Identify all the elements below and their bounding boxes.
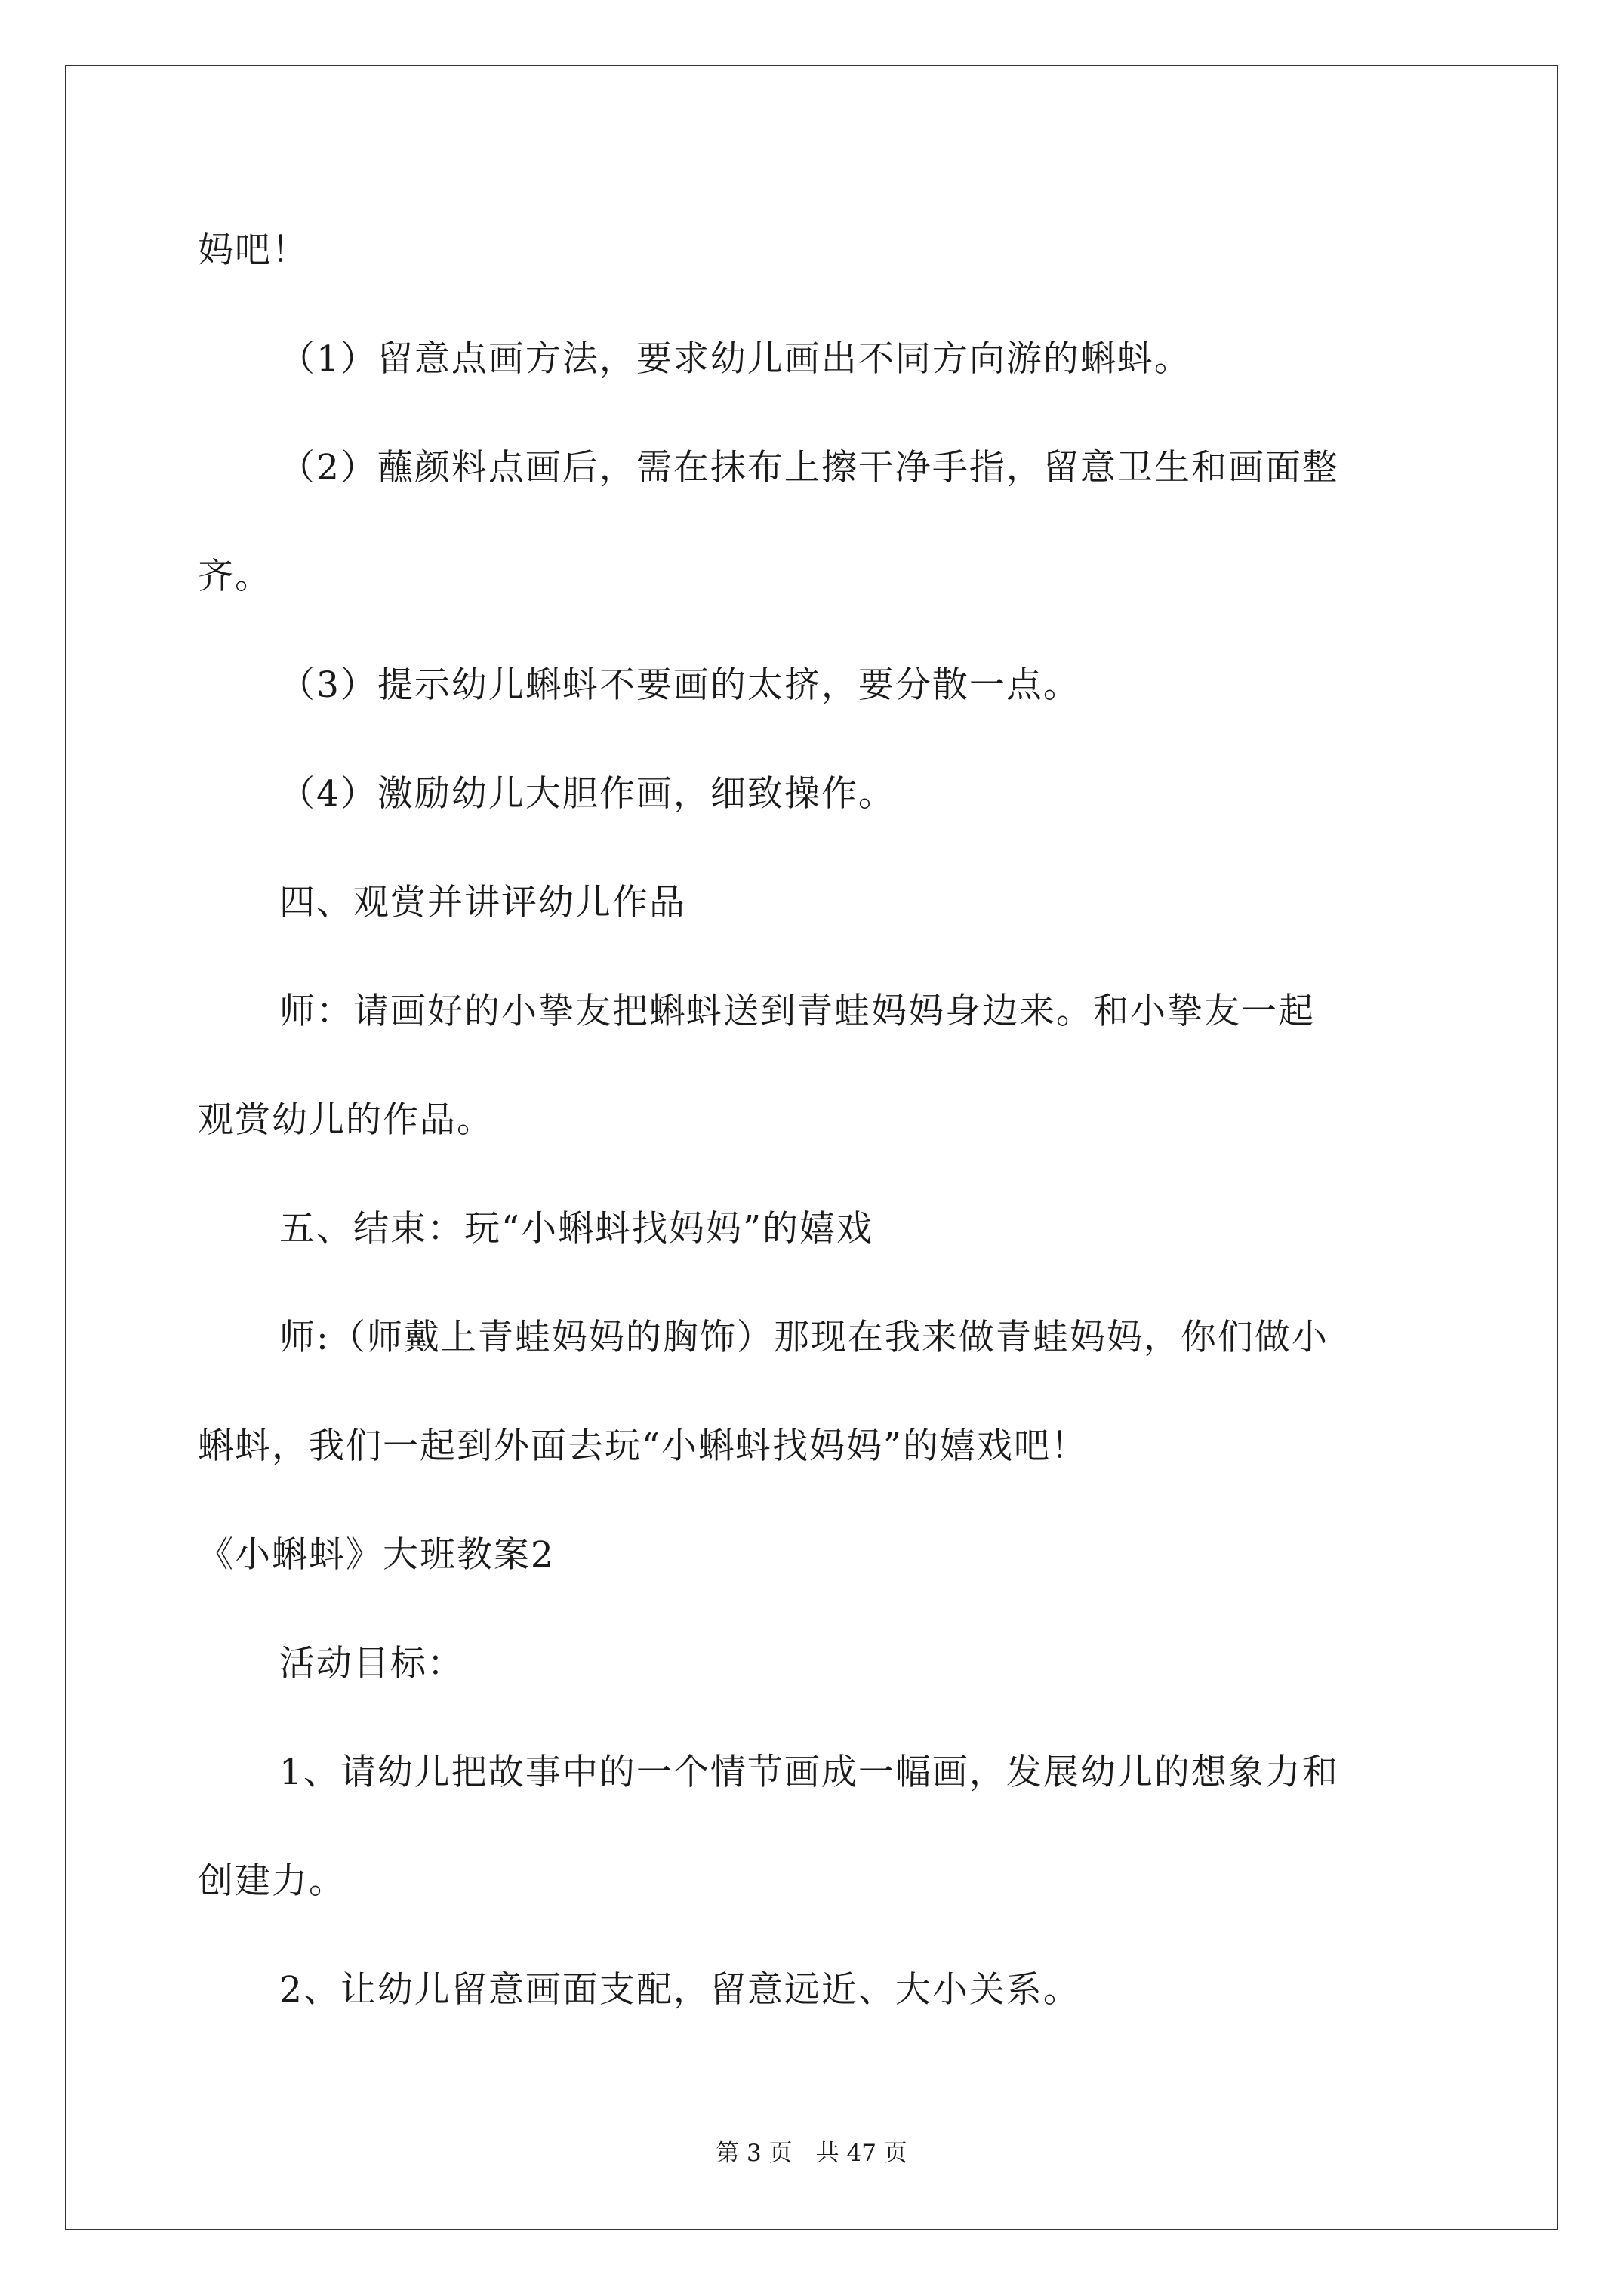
text-line: 观赏幼儿的作品。 xyxy=(198,1099,494,1141)
section-heading: 五、结束：玩“小蝌蚪找妈妈”的嬉戏 xyxy=(279,1208,874,1250)
text-line: （4）激励幼儿大胆作画，细致操作。 xyxy=(279,773,895,815)
document-title: 《小蝌蚪》大班教案2 xyxy=(198,1534,555,1576)
text-line: 创建力。 xyxy=(198,1860,346,1902)
text-line: （2）蘸颜料点画后，需在抹布上擦干净手指，留意卫生和画面整 xyxy=(279,447,1339,488)
text-line: 齐。 xyxy=(198,556,272,597)
text-line: 1、请幼儿把故事中的一个情节画成一幅画，发展幼儿的想象力和 xyxy=(279,1752,1339,1793)
page-number-footer: 第 3 页 共 47 页 xyxy=(716,2140,907,2167)
page-border xyxy=(65,65,1558,2230)
text-line: 师:（师戴上青蛙妈妈的胸饰）那现在我来做青蛙妈妈，你们做小 xyxy=(279,1317,1329,1358)
text-line: 妈吧！ xyxy=(198,230,309,271)
section-heading: 四、观赏并讲评幼儿作品 xyxy=(279,882,686,923)
text-line: （1）留意点画方法，要求幼儿画出不同方向游的蝌蚪。 xyxy=(279,338,1191,380)
text-line: 蝌蚪，我们一起到外面去玩“小蝌蚪找妈妈”的嬉戏吧！ xyxy=(198,1425,1089,1467)
section-heading: 活动目标： xyxy=(279,1643,464,1684)
text-line: 师：请画好的小挚友把蝌蚪送到青蛙妈妈身边来。和小挚友一起 xyxy=(279,991,1315,1032)
text-line: （3）提示幼儿蝌蚪不要画的太挤，要分散一点。 xyxy=(279,664,1080,706)
text-line: 2、让幼儿留意画面支配，留意远近、大小关系。 xyxy=(279,1969,1080,2011)
